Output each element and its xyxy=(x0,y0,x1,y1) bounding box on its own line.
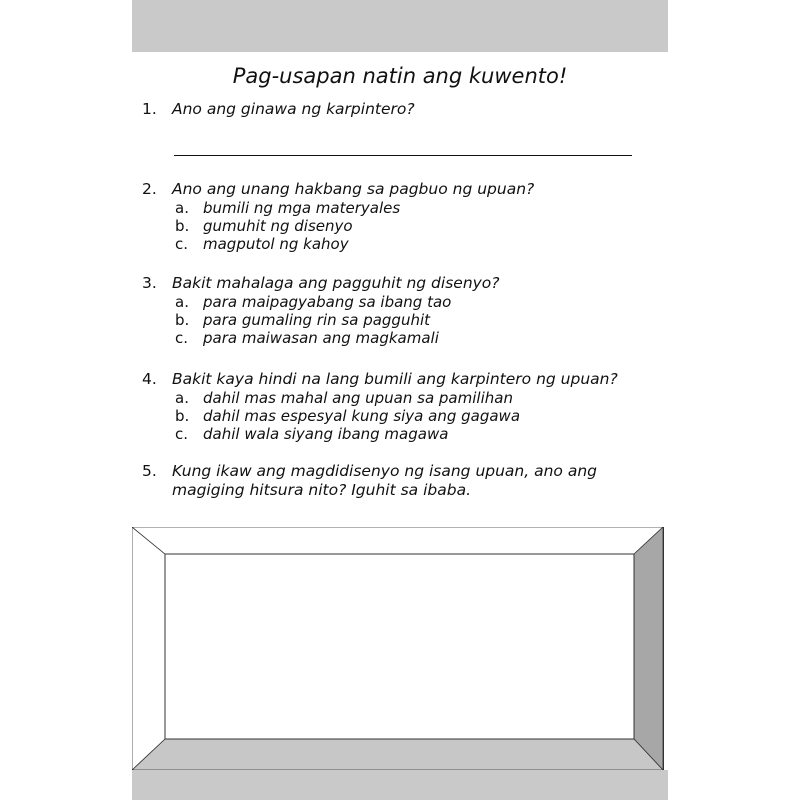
option-letter: c. xyxy=(175,235,189,253)
question-number: 2. xyxy=(142,180,157,198)
question-text-continued: magiging hitsura nito? Iguhit sa ibaba. xyxy=(172,481,472,499)
question-3 xyxy=(142,274,662,347)
question-text: Bakit mahalaga ang pagguhit ng disenyo? xyxy=(172,274,500,292)
option-letter: a. xyxy=(175,199,189,217)
question-text: Bakit kaya hindi na lang bumili ang karpintero ng upuan? xyxy=(172,370,618,388)
question-number: 5. xyxy=(142,462,157,480)
option-b[interactable] xyxy=(142,407,662,425)
option-text: para maiwasan ang magkamali xyxy=(203,329,439,347)
option-text: para maipagyabang sa ibang tao xyxy=(203,293,452,311)
option-a[interactable] xyxy=(142,389,662,407)
question-5 xyxy=(142,462,662,500)
option-text: dahil wala siyang ibang magawa xyxy=(203,425,449,443)
option-c[interactable] xyxy=(142,425,662,443)
option-b[interactable] xyxy=(142,217,662,235)
option-text: bumili ng mga materyales xyxy=(203,199,401,217)
question-4 xyxy=(142,370,662,443)
question-2 xyxy=(142,180,662,253)
question-number: 1. xyxy=(142,100,157,118)
frame-bevel-top xyxy=(132,527,663,554)
option-letter: b. xyxy=(175,217,190,235)
question-1 xyxy=(142,100,662,119)
drawing-area[interactable] xyxy=(165,554,634,739)
option-b[interactable] xyxy=(142,311,662,329)
option-letter: a. xyxy=(175,293,189,311)
option-text: gumuhit ng disenyo xyxy=(203,217,353,235)
question-number: 4. xyxy=(142,370,157,388)
option-text: magputol ng kahoy xyxy=(203,235,349,253)
option-a[interactable] xyxy=(142,293,662,311)
worksheet-page xyxy=(132,52,668,770)
question-text: Ano ang ginawa ng karpintero? xyxy=(172,100,415,118)
drawing-frame xyxy=(132,527,664,770)
worksheet-title: Pag-usapan natin ang kuwento! xyxy=(232,64,568,88)
option-a[interactable] xyxy=(142,199,662,217)
question-number: 3. xyxy=(142,274,157,292)
option-letter: c. xyxy=(175,425,189,443)
option-letter: c. xyxy=(175,329,189,347)
option-text: dahil mas espesyal kung siya ang gagawa xyxy=(203,407,521,425)
frame-bevel-right xyxy=(634,527,663,770)
option-letter: b. xyxy=(175,407,190,425)
option-c[interactable] xyxy=(142,235,662,253)
frame-bevel-bottom xyxy=(132,739,663,770)
option-letter: b. xyxy=(175,311,190,329)
question-text: Kung ikaw ang magdidisenyo ng isang upuan, ano ang xyxy=(172,462,597,480)
option-text: para gumaling rin sa pagguhit xyxy=(203,311,431,329)
option-text: dahil mas mahal ang upuan sa pamilihan xyxy=(203,389,513,407)
answer-line[interactable] xyxy=(174,155,632,156)
option-c[interactable] xyxy=(142,329,662,347)
frame-bevel-left xyxy=(132,527,165,770)
option-letter: a. xyxy=(175,389,189,407)
question-text: Ano ang unang hakbang sa pagbuo ng upuan? xyxy=(172,180,535,198)
